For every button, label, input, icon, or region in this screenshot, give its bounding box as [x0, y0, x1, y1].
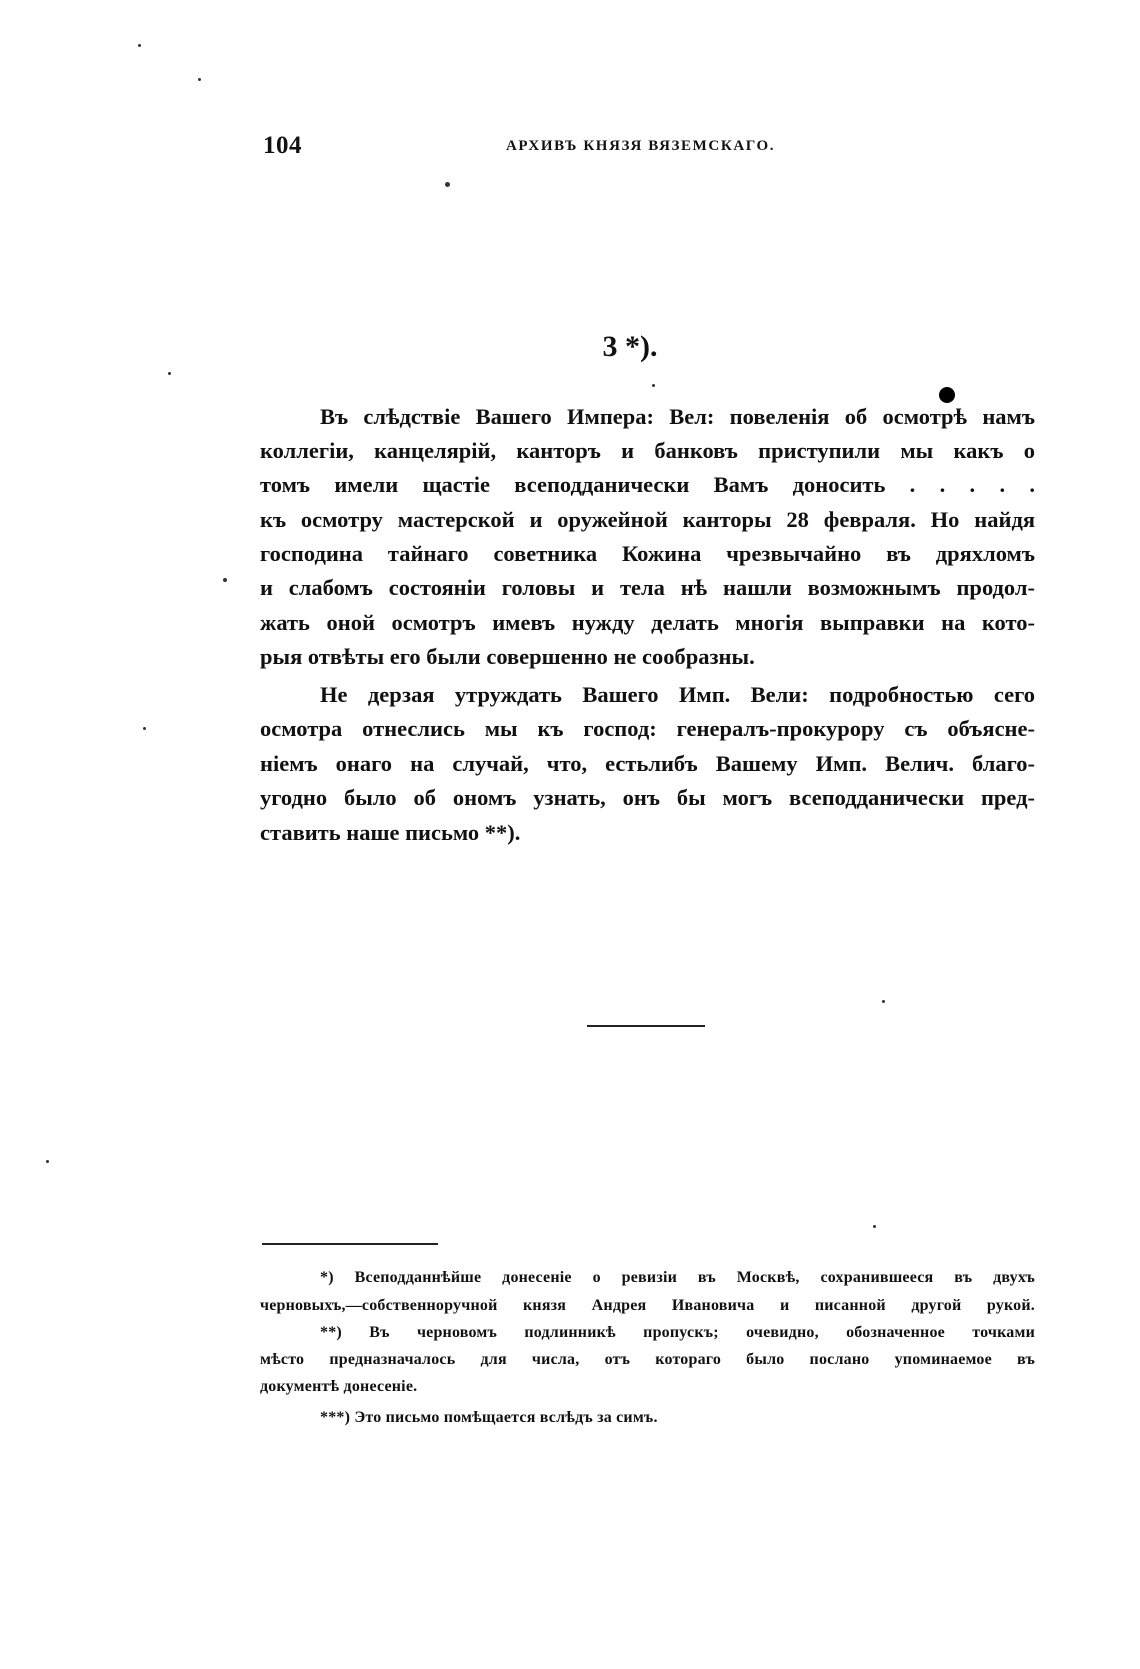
- body-line: и слабомъ состояніи головы и тела нѣ нашли возможнымъ продол-: [260, 575, 1035, 600]
- scan-speck: [445, 182, 450, 187]
- body-line: жать оной осмотръ имевъ нужду делать многія выправки на кото-: [260, 610, 1035, 635]
- footnote-line: ***) Это письмо помѣщается вслѣдъ за симъ.: [320, 1409, 658, 1426]
- body-line: рыя отвѣты его были совершенно не сообразны.: [260, 644, 755, 669]
- body-line: Въ слѣдствіе Вашего Импера: Вел: повеленія об осмотрѣ намъ: [320, 404, 1035, 429]
- section-divider: [587, 1025, 705, 1027]
- running-title: АРХИВЪ КНЯЗЯ ВЯЗЕМСКАГО.: [506, 138, 776, 154]
- body-line: ставить наше письмо **).: [260, 820, 521, 845]
- scan-speck: [46, 1160, 49, 1163]
- body-line: коллегіи, канцелярій, канторъ и банковъ приступили мы какъ о: [260, 438, 1035, 463]
- body-line: томъ имели щастіе всеподданически Вамъ доносить . . . . .: [260, 472, 1035, 497]
- scan-speck: [882, 1000, 885, 1003]
- body-line: осмотра отнеслись мы къ господ: генералъ-прокурору съ объясне-: [260, 716, 1035, 741]
- scan-speck: [143, 727, 146, 730]
- body-line: къ осмотру мастерской и оружейной канторы 28 февраля. Но найдя: [260, 507, 1035, 532]
- ink-blot: [939, 387, 955, 403]
- scan-speck: [652, 384, 655, 387]
- scan-speck: [873, 1225, 876, 1228]
- body-line: господина тайнаго советника Кожина чрезвычайно въ дряхломъ: [260, 541, 1035, 566]
- section-number: 3 *).: [602, 330, 658, 363]
- footnote-line: черновыхъ,—собственноручной князя Андрея Ивановича и писанной другой рукой.: [260, 1297, 1035, 1314]
- body-line: угодно было об ономъ узнать, онъ бы могъ всеподданически пред-: [260, 785, 1035, 810]
- footnote-separator: [262, 1243, 438, 1245]
- footnote-line: *) Всеподданнѣйше донесеніе о ревизіи въ Москвѣ, сохранившееся въ двухъ: [320, 1269, 1035, 1286]
- body-line: Не дерзая утруждать Вашего Имп. Вели: подробностью сего: [320, 682, 1035, 707]
- scan-speck: [138, 44, 141, 47]
- footnote-line: **) Въ черновомъ подлинникѣ пропускъ; очевидно, обозначенное точками: [320, 1324, 1035, 1341]
- page-number: 104: [263, 132, 302, 159]
- scan-speck: [223, 578, 227, 582]
- footnote-line: мѣсто предназначалось для числа, отъ котораго было послано упоминаемое въ: [260, 1351, 1035, 1368]
- body-line: ніемъ онаго на случай, что, естьлибъ Вашему Имп. Велич. благо-: [260, 751, 1035, 776]
- footnote-line: документѣ донесеніе.: [260, 1378, 418, 1395]
- scan-speck: [168, 372, 171, 375]
- scan-speck: [198, 78, 201, 81]
